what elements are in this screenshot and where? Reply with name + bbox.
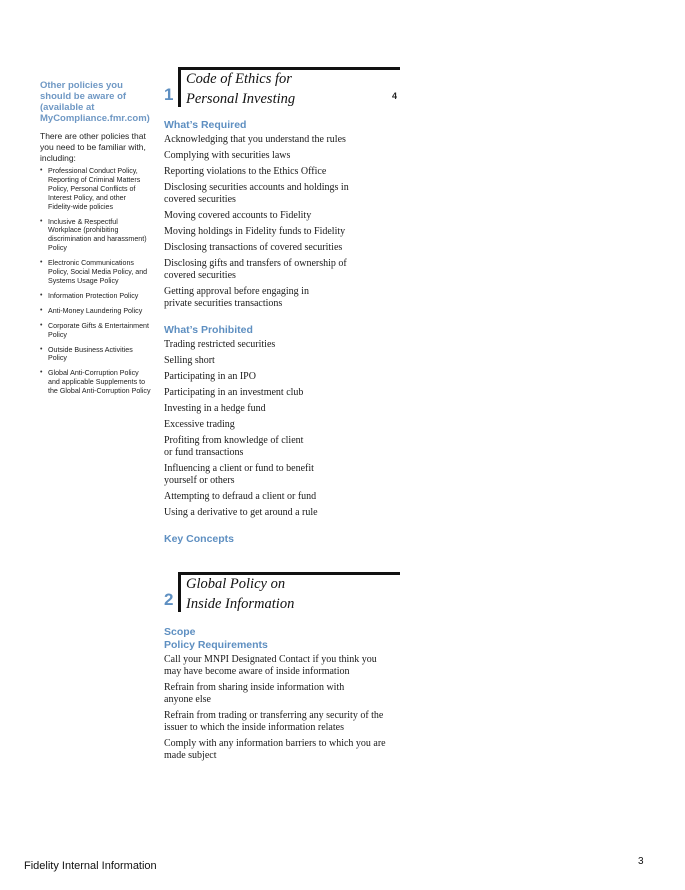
section-number: 1 <box>164 85 174 104</box>
list-item: Refrain from sharing inside information with anyone else <box>164 682 345 705</box>
section-inside-information <box>164 572 404 766</box>
section-header <box>164 572 404 618</box>
list-item: Using a derivative to get around a rule <box>164 507 318 518</box>
bullet-icon: • <box>40 345 43 353</box>
list-item: Trading restricted securities <box>164 339 276 350</box>
list-item: • Inclusive & Respectful Workplace (prohibiting discrimination and harassment) Policy <box>40 217 147 253</box>
list-item: • Anti-Money Laundering Policy <box>40 306 143 315</box>
list-item: Disclosing securities accounts and holdings in covered securities <box>164 182 349 205</box>
scope-heading: Scope <box>164 626 196 638</box>
bullet-icon: • <box>40 306 43 314</box>
list-item: Acknowledging that you understand the rules <box>164 134 346 145</box>
required-list <box>164 134 404 310</box>
list-item: Refrain from trading or transferring any security of the issuer to which the inside information relates <box>164 710 384 733</box>
page-number: 3 <box>638 856 644 867</box>
sidebar-intro: There are other policies that you need to be familiar with, including: <box>40 131 146 163</box>
list-item: Call your MNPI Designated Contact if you think you may have become aware of inside information <box>164 654 377 677</box>
list-item: • Outside Business Activities Policy <box>40 345 133 363</box>
list-item: Profiting from knowledge of client or fund transactions <box>164 435 304 458</box>
section-title: Global Policy on Inside Information <box>186 576 295 612</box>
section-header <box>164 67 404 113</box>
list-item: Participating in an investment club <box>164 387 304 398</box>
list-item: Getting approval before engaging in private securities transactions <box>164 286 309 309</box>
whats-prohibited-heading: What’s Prohibited <box>164 324 253 336</box>
page-reference: 4 <box>392 91 398 101</box>
list-item: • Corporate Gifts & Entertainment Policy <box>40 321 149 339</box>
sidebar-other-policies <box>40 80 152 402</box>
section-code-of-ethics <box>164 67 404 546</box>
list-item: Investing in a hedge fund <box>164 403 266 414</box>
bullet-icon: • <box>40 291 43 299</box>
prohibited-list <box>164 339 404 519</box>
list-item: Moving covered accounts to Fidelity <box>164 210 312 221</box>
whats-required-heading: What’s Required <box>164 119 247 131</box>
list-item: • Professional Conduct Policy, Reporting of Criminal Matters Policy, Personal Conflicts of Interest Policy, and other Fidelity-wide policies <box>40 167 141 211</box>
list-item: Selling short <box>164 355 215 366</box>
list-item: Influencing a client or fund to benefit yourself or others <box>164 463 314 486</box>
list-item: • Information Protection Policy <box>40 291 139 300</box>
bullet-icon: • <box>40 259 43 267</box>
policy-requirements-heading: Policy Requirements <box>164 639 268 651</box>
bullet-icon: • <box>40 167 43 174</box>
list-item: • Electronic Communications Policy, Social Media Policy, and Systems Usage Policy <box>40 259 148 285</box>
list-item: Moving holdings in Fidelity funds to Fidelity <box>164 226 346 237</box>
section-number: 2 <box>164 590 174 609</box>
bullet-icon: • <box>40 369 43 377</box>
list-item: Reporting violations to the Ethics Office <box>164 166 327 177</box>
list-item: Complying with securities laws <box>164 150 291 161</box>
footer-classification: Fidelity Internal Information <box>24 860 157 872</box>
list-item: Attempting to defraud a client or fund <box>164 491 317 502</box>
list-item: Excessive trading <box>164 419 235 430</box>
list-item: • Global Anti-Corruption Policy and applicable Supplements to the Global Anti-Corruption Policy <box>40 369 151 396</box>
bullet-icon: • <box>40 321 43 329</box>
bullet-icon: • <box>40 217 43 225</box>
list-item: Disclosing gifts and transfers of ownership of covered securities <box>164 258 347 281</box>
list-item: Comply with any information barriers to which you are made subject <box>164 738 386 761</box>
list-item: Participating in an IPO <box>164 371 256 382</box>
policy-requirements-list <box>164 654 404 762</box>
list-item: Disclosing transactions of covered securities <box>164 242 343 253</box>
section-bar <box>178 67 181 107</box>
sidebar-policy-list <box>40 167 152 396</box>
section-bar <box>178 572 181 612</box>
section-title: Code of Ethics for Personal Investing <box>186 71 296 107</box>
sidebar-heading: Other policies you should be aware of (available at MyCompliance.fmr.com) <box>40 80 150 124</box>
key-concepts-heading: Key Concepts <box>164 533 235 545</box>
